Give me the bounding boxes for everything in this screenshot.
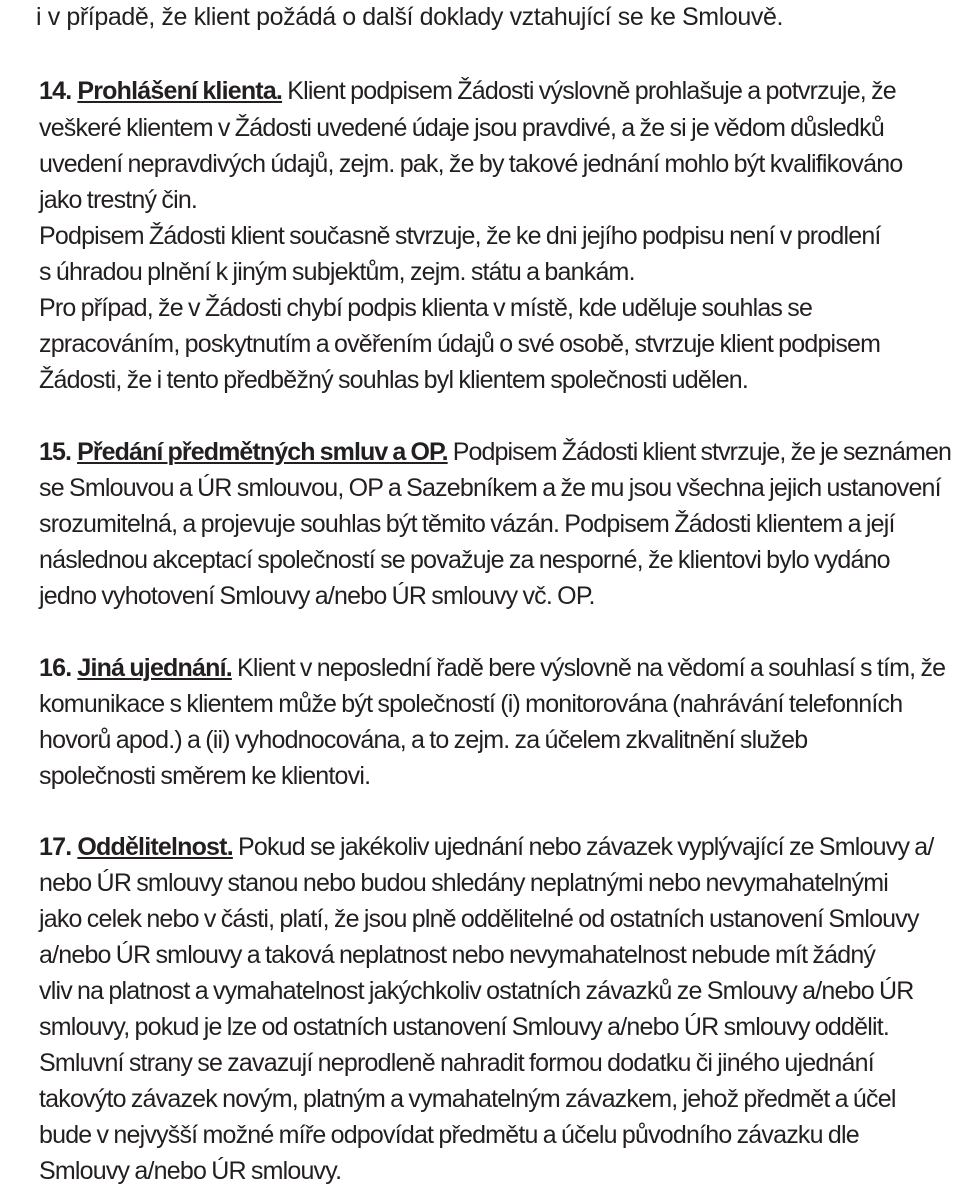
intro-line: i v případě, že klient požádá o další doklady vztahující se ke Smlouvě. <box>36 3 784 31</box>
section-16-heading: Jiná ujednání. <box>77 654 232 682</box>
section-14-line-6: s úhradou plnění k jiným subjektům, zejm. státu a bankám. <box>39 258 635 286</box>
section-15-number: 15. <box>39 438 72 466</box>
section-17-line-10: Smlouvy a/nebo ÚR smlouvy. <box>39 1157 342 1185</box>
section-14-line-2: veškeré klientem v Žádosti uvedené údaje jsou pravdivé, a že si je vědom důsledků <box>39 114 884 142</box>
section-15-text: Podpisem Žádosti klient stvrzuje, že je seznámen <box>452 438 951 466</box>
section-17-line-4: a/nebo ÚR smlouvy a taková neplatnost nebo nevymahatelnost nebude mít žádný <box>39 941 876 969</box>
section-14-line-5: Podpisem Žádosti klient současně stvrzuje, že ke dni jejího podpisu není v prodlení <box>39 222 881 250</box>
section-16-number: 16. <box>39 654 72 682</box>
section-15-line-2: se Smlouvou a ÚR smlouvou, OP a Sazebníkem a že mu jsou všechna jejich ustanovení <box>39 474 941 502</box>
section-14-line-9: Žádosti, že i tento předběžný souhlas byl klientem společnosti udělen. <box>39 366 749 394</box>
section-17-line-9: bude v nejvyšší možné míře odpovídat předmětu a účelu původního závazku dle <box>39 1121 859 1149</box>
section-17-line-5: vliv na platnost a vymahatelnost jakýchkoliv ostatních závazků ze Smlouvy a/nebo ÚR <box>39 977 914 1005</box>
section-17-line-8: takovýto závazek novým, platným a vymahatelným závazkem, jehož předmět a účel <box>39 1085 896 1113</box>
section-14-line-8: zpracováním, poskytnutím a ověřením údajů o své osobě, stvrzuje klient podpisem <box>39 330 881 358</box>
section-16-line-2: komunikace s klientem může být společností (i) monitorována (nahrávání telefonních <box>39 690 903 718</box>
section-17-line-6: smlouvy, pokud je lze od ostatních ustanovení Smlouvy a/nebo ÚR smlouvy oddělit. <box>39 1013 890 1041</box>
section-16-line-4: společnosti směrem ke klientovi. <box>39 762 371 790</box>
section-17-line-2: nebo ÚR smlouvy stanou nebo budou shledány neplatnými nebo nevymahatelnými <box>39 869 889 897</box>
section-17-heading: Oddělitelnost. <box>77 833 233 861</box>
section-17-line-7: Smluvní strany se zavazují neprodleně nahradit formou dodatku či jiného ujednání <box>39 1049 874 1077</box>
section-15-line-3: srozumitelná, a projevuje souhlas být těmito vázán. Podpisem Žádosti klientem a její <box>39 510 895 538</box>
section-17-text: Pokud se jakékoliv ujednání nebo závazek vyplývající ze Smlouvy a/ <box>238 833 934 861</box>
section-14-line-3: uvedení nepravdivých údajů, zejm. pak, že by takové jednání mohlo být kvalifikováno <box>39 150 903 178</box>
section-16-line-1 <box>39 653 945 683</box>
section-14-heading: Prohlášení klienta. <box>77 77 283 105</box>
section-15-line-5: jedno vyhotovení Smlouvy a/nebo ÚR smlouvy vč. OP. <box>39 582 595 610</box>
section-17-number: 17. <box>39 833 72 861</box>
section-15-line-1 <box>39 437 951 467</box>
section-14-line-7: Pro případ, že v Žádosti chybí podpis klienta v místě, kde uděluje souhlas se <box>39 294 813 322</box>
section-17-line-3: jako celek nebo v části, platí, že jsou plně oddělitelné od ostatních ustanovení Smlouvy <box>39 905 919 933</box>
section-15-line-4: následnou akceptací společností se považuje za nesporné, že klientovi bylo vydáno <box>39 546 890 574</box>
section-14-line-1 <box>39 76 896 106</box>
section-14-text: Klient podpisem Žádosti výslovně prohlašuje a potvrzuje, že <box>287 77 896 105</box>
section-17-line-1 <box>39 832 934 862</box>
section-15-heading: Předání předmětných smluv a OP. <box>77 438 448 466</box>
section-16-line-3: hovorů apod.) a (ii) vyhodnocována, a to zejm. za účelem zkvalitnění služeb <box>39 726 808 754</box>
section-14-number: 14. <box>39 77 72 105</box>
section-16-text: Klient v neposlední řadě bere výslovně na vědomí a souhlasí s tím, že <box>237 654 946 682</box>
section-14-line-4: jako trestný čin. <box>39 186 198 214</box>
